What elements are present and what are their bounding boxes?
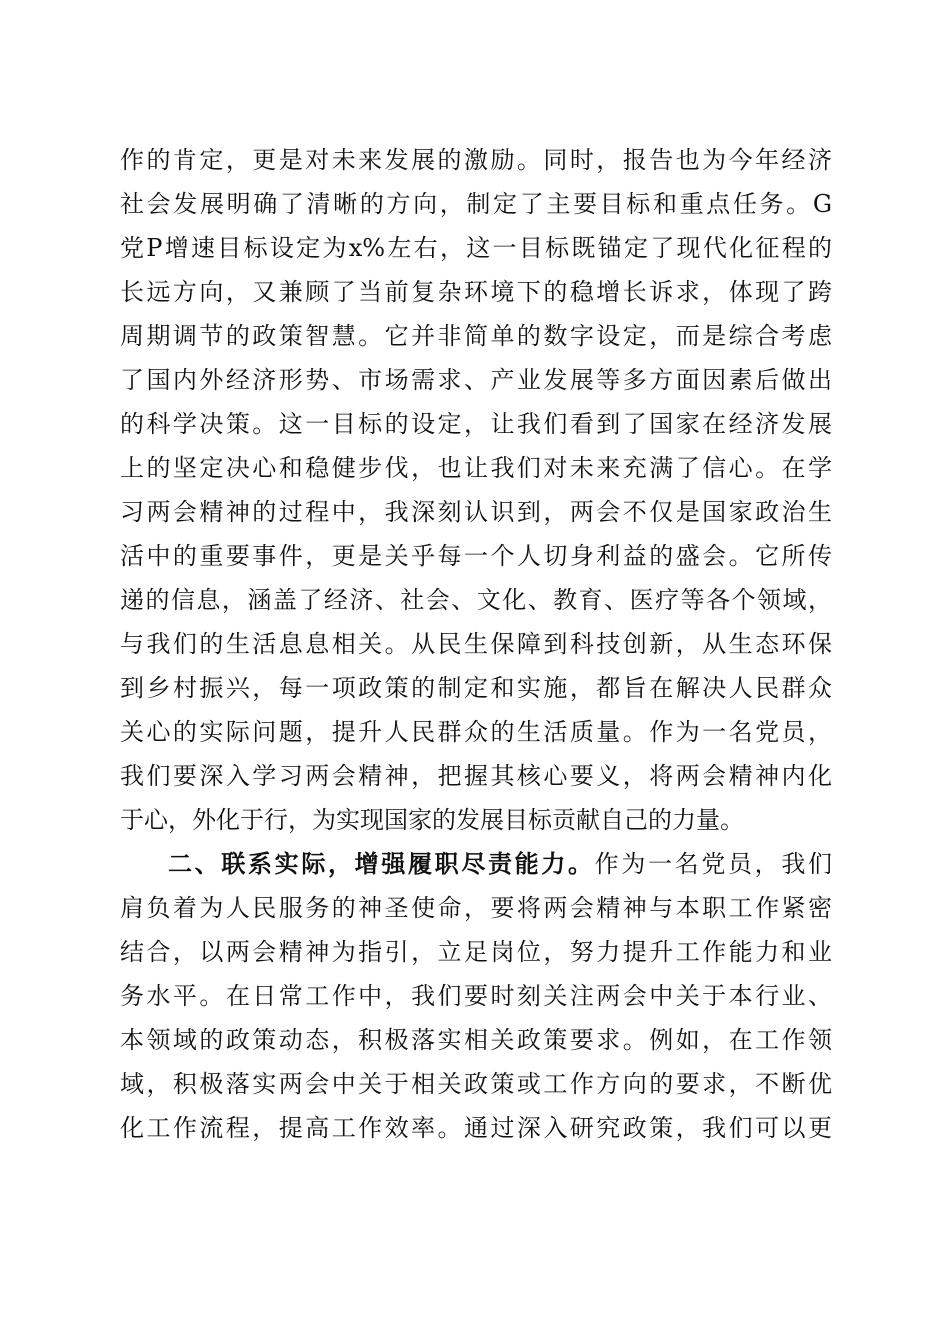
text-line: 域，积极落实两会中关于相关政策或工作方向的要求，不断优 — [120, 1070, 832, 1098]
text-line: 我们要深入学习两会精神，把握其核心要义，将两会精神内化 — [120, 762, 832, 790]
text-line: 长远方向，又兼顾了当前复杂环境下的稳增长诉求，体现了跨 — [120, 278, 832, 306]
text-line: 习两会精神的过程中，我深刻认识到，两会不仅是国家政治生 — [120, 498, 832, 526]
text-line: 关心的实际问题，提升人民群众的生活质量。作为一名党员， — [120, 718, 832, 746]
text-line: 结合，以两会精神为指引，立足岗位，努力提升工作能力和业 — [120, 938, 832, 966]
body-text — [120, 138, 832, 1150]
text-line: 务水平。在日常工作中，我们要时刻关注两会中关于本行业、 — [120, 982, 832, 1010]
text-line: 递的信息，涵盖了经济、社会、文化、教育、医疗等各个领域， — [120, 586, 832, 614]
section-heading-rest: 作为一名党员，我们 — [594, 850, 833, 878]
text-line: 与我们的生活息息相关。从民生保障到科技创新，从生态环保 — [120, 630, 832, 658]
text-line: 到乡村振兴，每一项政策的制定和实施，都旨在解决人民群众 — [120, 674, 832, 702]
text-line: 于心，外化于行，为实现国家的发展目标贡献自己的力量。 — [120, 806, 744, 834]
text-line: 化工作流程，提高工作效率。通过深入研究政策，我们可以更 — [120, 1114, 832, 1142]
text-line: 作的肯定，更是对未来发展的激励。同时，报告也为今年经济 — [120, 146, 832, 174]
text-line: 社会发展明确了清晰的方向，制定了主要目标和重点任务。G — [120, 190, 832, 218]
section-heading-line — [120, 842, 832, 886]
section-heading: 二、联系实际，增强履职尽责能力。 — [168, 849, 595, 878]
text-line: 周期调节的政策智慧。它并非简单的数字设定，而是综合考虑 — [120, 322, 832, 350]
text-line: 了国内外经济形势、市场需求、产业发展等多方面因素后做出 — [120, 366, 832, 394]
text-line: 上的坚定决心和稳健步伐，也让我们对未来充满了信心。在学 — [120, 454, 832, 482]
text-line: 活中的重要事件，更是关乎每一个人切身利益的盛会。它所传 — [120, 542, 832, 570]
text-line: 党P增速目标设定为x%左右，这一目标既锚定了现代化征程的 — [120, 234, 832, 262]
text-line: 本领域的政策动态，积极落实相关政策要求。例如，在工作领 — [120, 1026, 832, 1054]
text-line: 的科学决策。这一目标的设定，让我们看到了国家在经济发展 — [120, 410, 832, 438]
text-line: 肩负着为人民服务的神圣使命，要将两会精神与本职工作紧密 — [120, 894, 832, 922]
